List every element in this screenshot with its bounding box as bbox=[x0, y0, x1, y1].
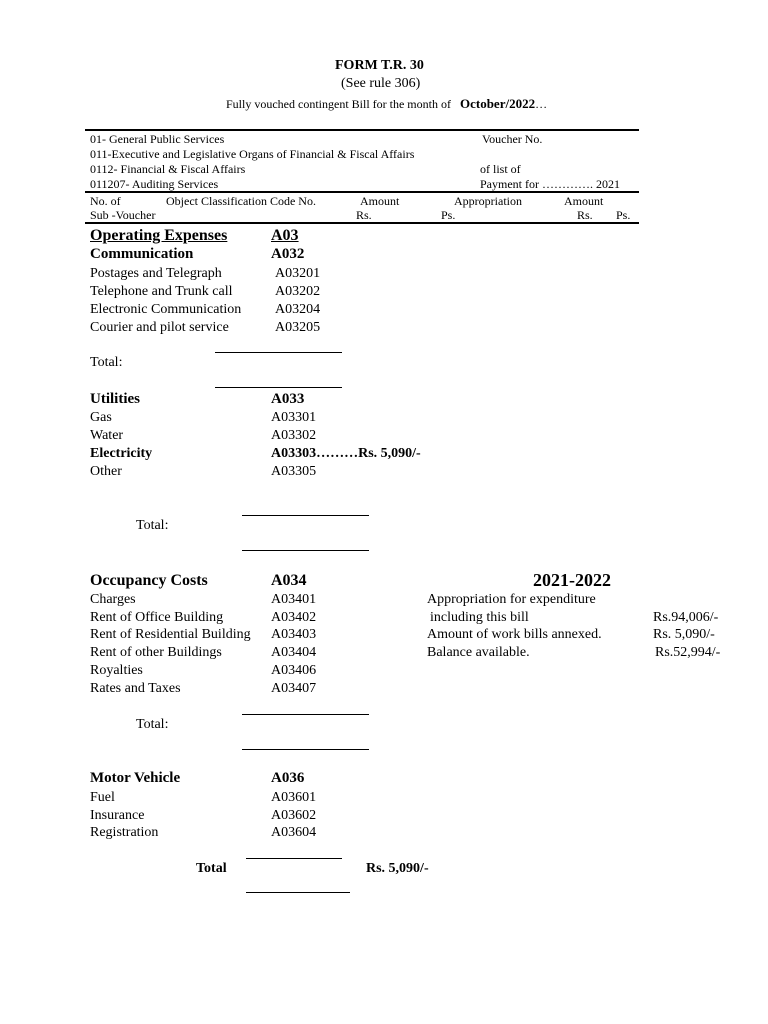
communication-code: A032 bbox=[271, 246, 305, 262]
list-item-code: A03604 bbox=[271, 825, 317, 840]
utilities-total-label: Total: bbox=[136, 518, 169, 533]
total-rule bbox=[215, 387, 342, 388]
list-item-code: A03406 bbox=[271, 663, 317, 678]
list-item-name: Registration bbox=[90, 825, 159, 840]
total-rule bbox=[246, 858, 342, 859]
utilities-title: Utilities bbox=[90, 391, 140, 407]
payment-for-label: Payment for …………. 2021 bbox=[480, 177, 620, 191]
col-ps: Ps. bbox=[441, 208, 456, 222]
voucher-no-label: Voucher No. bbox=[482, 132, 543, 146]
list-item-name: Rates and Taxes bbox=[90, 681, 181, 696]
bill-month: October/2022 bbox=[459, 96, 536, 111]
list-item-name: Royalties bbox=[90, 663, 143, 678]
classification-line-2: 011-Executive and Legislative Organs of Financial & Fiscal Affairs bbox=[90, 147, 415, 161]
list-item-name: Gas bbox=[90, 410, 112, 425]
utilities-code: A033 bbox=[271, 391, 305, 407]
form-title: FORM T.R. 30 bbox=[335, 58, 424, 73]
list-item-code: A03602 bbox=[271, 808, 317, 823]
col-ps-2: Ps. bbox=[616, 208, 631, 222]
list-item-code: A03202 bbox=[275, 284, 321, 299]
col-rs: Rs. bbox=[356, 208, 372, 222]
list-item-code: A03301 bbox=[271, 410, 317, 425]
appropriation-year: 2021-2022 bbox=[533, 570, 611, 590]
total-rule bbox=[242, 749, 369, 750]
col-appropriation: Appropriation bbox=[454, 194, 522, 208]
list-item-code: A03303………Rs. 5,090/- bbox=[271, 446, 421, 461]
rule-reference: (See rule 306) bbox=[341, 76, 421, 91]
list-item-name: Fuel bbox=[90, 790, 115, 805]
list-item-name: Charges bbox=[90, 592, 136, 607]
occupancy-code: A034 bbox=[271, 572, 307, 589]
list-item-name: Rent of Residential Building bbox=[90, 627, 251, 642]
list-item-code: A03403 bbox=[271, 627, 317, 642]
list-item-code: A03404 bbox=[271, 645, 317, 660]
list-item-name: Insurance bbox=[90, 808, 145, 823]
classification-line-4: 011207- Auditing Services bbox=[90, 177, 219, 191]
classification-line-1: 01- General Public Services bbox=[90, 132, 225, 146]
grand-total-label: Total bbox=[196, 861, 227, 876]
bill-month-suffix: … bbox=[535, 97, 548, 111]
col-no-of: No. of bbox=[90, 194, 121, 208]
operating-expenses-code: A03 bbox=[271, 227, 299, 244]
list-item-name: Rent of other Buildings bbox=[90, 645, 222, 660]
occupancy-title: Occupancy Costs bbox=[90, 572, 208, 589]
list-item-code: A03204 bbox=[275, 302, 321, 317]
list-item-code: A03302 bbox=[271, 428, 317, 443]
col-amount: Amount bbox=[360, 194, 400, 208]
appropriation-line-2: including this bill bbox=[430, 610, 529, 625]
grand-total-value: Rs. 5,090/- bbox=[366, 861, 429, 876]
list-item-code: A03401 bbox=[271, 592, 317, 607]
appropriation-line-1: Appropriation for expenditure bbox=[427, 592, 596, 607]
list-item-code: A03601 bbox=[271, 790, 317, 805]
header-bottom-rule bbox=[85, 222, 639, 224]
list-item-name: Telephone and Trunk call bbox=[90, 284, 233, 299]
list-item-name: Water bbox=[90, 428, 124, 443]
col-amount-2: Amount bbox=[564, 194, 604, 208]
col-sub-voucher: Sub -Voucher bbox=[90, 208, 156, 222]
appropriation-value-2: Rs.94,006/- bbox=[653, 610, 719, 625]
total-rule bbox=[246, 892, 350, 893]
operating-expenses-title: Operating Expenses bbox=[90, 227, 228, 244]
list-item-name: Electronic Communication bbox=[90, 302, 242, 317]
appropriation-value-4: Rs.52,994/- bbox=[655, 645, 721, 660]
list-item-code: A03402 bbox=[271, 610, 317, 625]
total-rule bbox=[242, 515, 369, 516]
occupancy-total-label: Total: bbox=[136, 717, 169, 732]
col-rs-2: Rs. bbox=[577, 208, 593, 222]
of-list-label: of list of bbox=[480, 162, 521, 176]
classification-line-3: 0112- Financial & Fiscal Affairs bbox=[90, 162, 246, 176]
header-top-rule bbox=[85, 129, 639, 131]
col-object-code: Object Classification Code No. bbox=[166, 194, 316, 208]
communication-total-label: Total: bbox=[90, 355, 123, 370]
appropriation-line-3: Amount of work bills annexed. bbox=[427, 627, 602, 642]
list-item-name: Electricity bbox=[90, 446, 153, 461]
total-rule bbox=[242, 714, 369, 715]
appropriation-value-3: Rs. 5,090/- bbox=[653, 627, 715, 642]
list-item-code: A03201 bbox=[275, 266, 321, 281]
list-item-code: A03205 bbox=[275, 320, 321, 335]
list-item-name: Postages and Telegraph bbox=[90, 266, 222, 281]
bill-description bbox=[226, 96, 547, 112]
total-rule bbox=[215, 352, 342, 353]
motor-vehicle-title: Motor Vehicle bbox=[90, 770, 181, 786]
bill-prefix: Fully vouched contingent Bill for the month of bbox=[226, 97, 451, 111]
appropriation-line-4: Balance available. bbox=[427, 645, 530, 660]
communication-title: Communication bbox=[90, 246, 194, 262]
list-item-name: Courier and pilot service bbox=[90, 320, 229, 335]
motor-vehicle-code: A036 bbox=[271, 770, 305, 786]
total-rule bbox=[242, 550, 369, 551]
list-item-code: A03305 bbox=[271, 464, 317, 479]
list-item-name: Other bbox=[90, 464, 122, 479]
list-item-name: Rent of Office Building bbox=[90, 610, 224, 625]
header-middle-rule bbox=[85, 191, 639, 193]
list-item-code: A03407 bbox=[271, 681, 317, 696]
